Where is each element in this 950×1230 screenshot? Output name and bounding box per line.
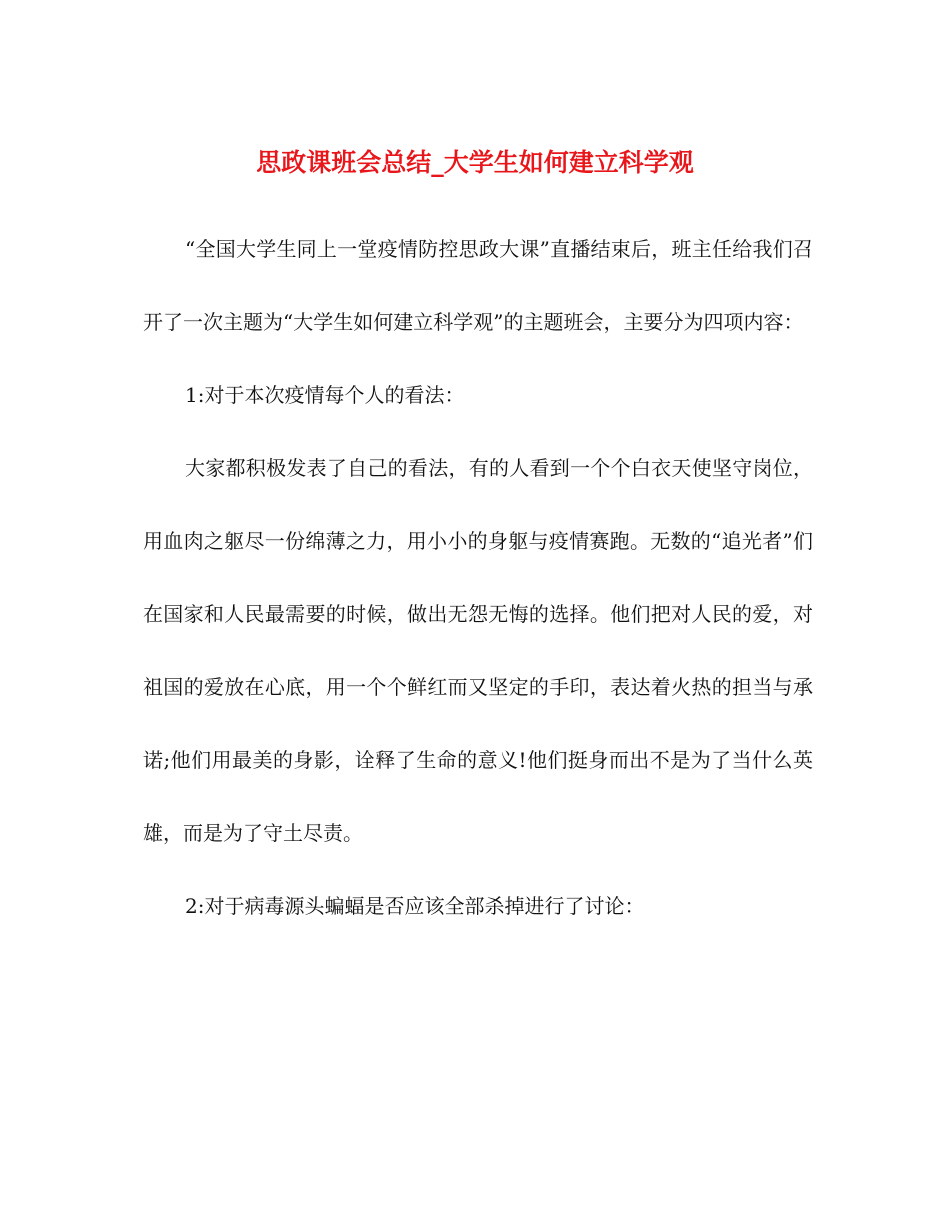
intro-paragraph: “全国大学生同上一堂疫情防控思政大课”直播结束后，班主任给我们召开了一次主题为“大学生如何建立科学观”的主题班会，主要分为四项内容： (143, 237, 813, 334)
section-1-paragraph: 大家都积极发表了自己的看法，有的人看到一个个白衣天使坚守岗位，用血肉之躯尽一份绵薄之力，用小小的身躯与疫情赛跑。无数的“追光者”们在国家和人民最需要的时候，做出无怨无悔的选择。他们把对人民的爱，对祖国的爱放在心底，用一个个鲜红而又坚定的手印，表达着火热的担当与承诺;他们用最美的身影，诠释了生命的意义!他们挺身而出不是为了当什么英雄，而是为了守土尽责。 (143, 456, 813, 845)
section-heading-1: 1:对于本次疫情每个人的看法： (185, 383, 465, 407)
document-title: 思政课班会总结_大学生如何建立科学观 (256, 148, 694, 177)
section-heading-2: 2:对于病毒源头蝙蝠是否应该全部杀掉进行了讨论： (185, 894, 645, 918)
document-body (143, 213, 813, 943)
